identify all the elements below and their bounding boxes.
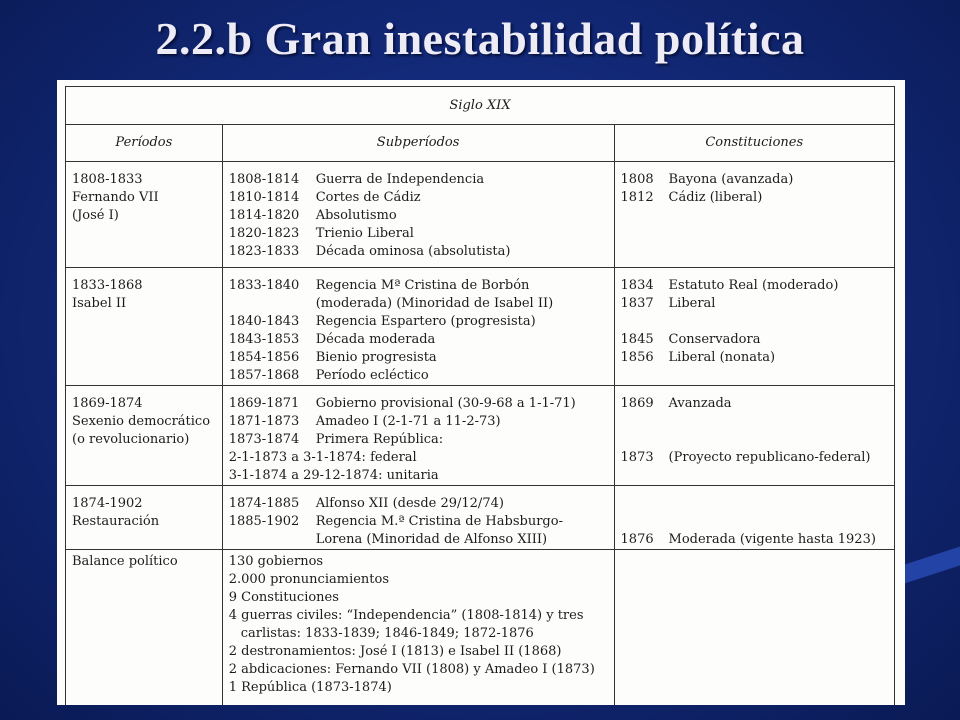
balance-line: carlistas: 1833-1839; 1846-1849; 1872-1876 (240, 626, 534, 641)
balance-line: 130 gobiernos (228, 554, 324, 569)
subperiodo-line (229, 243, 608, 261)
balance-empty-cell (614, 550, 894, 706)
constitucion-line (621, 313, 888, 331)
subperiodo-text: Década ominosa (absolutista) (315, 244, 511, 259)
table-body (66, 162, 895, 706)
constitucion-text: Estatuto Real (moderado) (668, 278, 839, 293)
subperiodo-line (229, 277, 608, 295)
subperiodo-text: Lorena (Minoridad de Alfonso XIII) (315, 532, 548, 547)
balance-line: 1 República (1873-1874) (228, 680, 392, 695)
subperiodo-cell (222, 386, 614, 486)
constitucion-text: Liberal (nonata) (668, 350, 776, 365)
constitucion-lines (621, 386, 888, 467)
periodo-line: Restauración (72, 514, 160, 529)
table-row (66, 162, 895, 268)
constitucion-line (621, 531, 888, 549)
subperiodo-text: Trienio Liberal (315, 226, 414, 241)
subperiodo-years: 1814-1820 (228, 208, 300, 223)
balance-row (66, 550, 895, 706)
balance-line: 2 destronamientos: José I (1813) e Isabel II (1868) (228, 644, 562, 659)
balance-label: Balance político (72, 554, 178, 569)
subperiodo-years: 1869-1871 (228, 396, 300, 411)
subperiodo-line (229, 349, 608, 367)
table-row (66, 268, 895, 386)
balance-content-cell (222, 550, 614, 706)
subperiodo-text: Década moderada (315, 332, 436, 347)
subperiodo-years: 1874-1885 (228, 496, 300, 511)
constitucion-year: 1873 (620, 450, 654, 465)
table-row (66, 486, 895, 550)
constitucion-line (621, 413, 888, 431)
subperiodo-text: Primera República: (315, 432, 444, 447)
periodo-cell (66, 386, 223, 486)
subperiodo-text: Guerra de Independencia (315, 172, 485, 187)
subperiodo-line (229, 207, 608, 225)
periodo-line: Isabel II (72, 296, 127, 311)
subperiodo-line (229, 395, 608, 413)
constitucion-year: 1856 (620, 350, 654, 365)
balance-label-cell (66, 550, 223, 706)
balance-line: 2 abdicaciones: Fernando VII (1808) y Amadeo I (1873) (228, 662, 595, 677)
constitucion-text: Cádiz (liberal) (668, 190, 763, 205)
subperiodo-line (229, 413, 608, 431)
subperiodo-line (229, 331, 608, 349)
subperiodo-line (229, 513, 608, 531)
constitucion-cell (614, 486, 894, 550)
balance-line: 9 Constituciones (228, 590, 339, 605)
subperiodo-line (229, 431, 608, 449)
subperiodo-text: Regencia Espartero (progresista) (315, 314, 536, 329)
subperiodo-text: Alfonso XII (desde 29/12/74) (315, 496, 504, 511)
periodo-lines (72, 268, 216, 313)
subperiodo-line (229, 449, 608, 467)
subperiodo-years: 1857-1868 (228, 368, 300, 383)
constitucion-year: 1812 (620, 190, 654, 205)
subperiodo-years: 1810-1814 (228, 190, 300, 205)
subperiodo-line (229, 171, 608, 189)
periodo-lines (72, 162, 216, 225)
subperiodo-text: 2-1-1873 a 3-1-1874: federal (228, 450, 417, 465)
constitucion-year: 1845 (620, 332, 654, 347)
periodo-cell (66, 162, 223, 268)
constitucion-lines (621, 162, 888, 207)
subperiodo-years: 1833-1840 (228, 278, 300, 293)
constitucion-line (621, 189, 888, 207)
constitucion-lines (621, 486, 888, 549)
periodo-cell (66, 486, 223, 550)
constitucion-year: 1808 (620, 172, 654, 187)
table-row (66, 386, 895, 486)
subperiodo-line (229, 367, 608, 385)
periodo-line: 1869-1874 (72, 396, 143, 411)
subperiodo-years: 1843-1853 (228, 332, 300, 347)
constitucion-text: Moderada (vigente hasta 1923) (668, 532, 876, 547)
constitucion-lines (621, 268, 888, 367)
periodo-lines (72, 386, 216, 449)
subperiodo-lines (229, 386, 608, 485)
periodo-line: (o revolucionario) (72, 432, 190, 447)
constitucion-year: 1869 (620, 396, 654, 411)
constitucion-text: (Proyecto republicano-federal) (668, 450, 871, 465)
constitucion-line (621, 295, 888, 313)
constitucion-cell (614, 268, 894, 386)
constitucion-line (621, 331, 888, 349)
periodo-line: Fernando VII (72, 190, 159, 205)
subperiodo-text: Absolutismo (315, 208, 397, 223)
constitucion-text: Conservadora (668, 332, 761, 347)
subperiodo-text: Regencia M.ª Cristina de Habsburgo- (315, 514, 563, 529)
subperiodo-years: 1823-1833 (228, 244, 300, 259)
subperiodo-text: Regencia Mª Cristina de Borbón (315, 278, 530, 293)
constitucion-year: 1834 (620, 278, 654, 293)
table-caption: Siglo XIX (66, 87, 895, 125)
periodo-line: 1833-1868 (72, 278, 143, 293)
constitucion-year: 1837 (620, 296, 654, 311)
subperiodo-text: Amadeo I (2-1-71 a 11-2-73) (315, 414, 501, 429)
subperiodo-line (229, 225, 608, 243)
subperiodo-years: 1885-1902 (228, 514, 300, 529)
subperiodo-years: 1820-1823 (228, 226, 300, 241)
constitucion-cell (614, 162, 894, 268)
constitucion-year: 1876 (620, 532, 654, 547)
constitucion-line (621, 395, 888, 413)
periodo-line: Sexenio democrático (72, 414, 211, 429)
periodo-cell (66, 268, 223, 386)
subperiodo-cell (222, 268, 614, 386)
periodo-lines (72, 486, 216, 531)
subperiodo-years: 1871-1873 (228, 414, 300, 429)
subperiodo-text: 3-1-1874 a 29-12-1874: unitaria (228, 468, 439, 483)
subperiodo-lines (229, 268, 608, 385)
subperiodo-line (229, 295, 608, 313)
subperiodo-lines (229, 162, 608, 261)
constitucion-line (621, 513, 888, 531)
periodo-line: (José I) (72, 208, 119, 223)
subperiodo-years: 1840-1843 (228, 314, 300, 329)
subperiodo-years: 1808-1814 (228, 172, 300, 187)
constitucion-line (621, 171, 888, 189)
history-table (65, 86, 895, 705)
balance-lines (229, 550, 608, 705)
constitucion-line (621, 449, 888, 467)
subperiodo-years: 1854-1856 (228, 350, 300, 365)
subperiodo-text: Gobierno provisional (30-9-68 a 1-1-71) (315, 396, 576, 411)
periodo-line: 1874-1902 (72, 496, 143, 511)
balance-line: 4 guerras civiles: “Independencia” (1808-1814) y tres (228, 608, 584, 623)
constitucion-line (621, 277, 888, 295)
constitucion-line (621, 495, 888, 513)
subperiodo-lines (229, 486, 608, 549)
scanned-table-page (57, 80, 905, 705)
constitucion-text: Liberal (668, 296, 716, 311)
balance-line: 2.000 pronunciamientos (228, 572, 390, 587)
balance-label-wrap (72, 550, 216, 571)
subperiodo-text: Bienio progresista (315, 350, 437, 365)
subperiodo-line (229, 531, 608, 549)
subperiodo-cell (222, 162, 614, 268)
subperiodo-cell (222, 486, 614, 550)
subperiodo-text: (moderada) (Minoridad de Isabel II) (315, 296, 554, 311)
header-periodos: Períodos (66, 125, 223, 162)
header-constituciones: Constituciones (614, 125, 894, 162)
subperiodo-text: Período ecléctico (315, 368, 429, 383)
subperiodo-line (229, 495, 608, 513)
subperiodo-line (229, 189, 608, 207)
subperiodo-years: 1873-1874 (228, 432, 300, 447)
constitucion-text: Avanzada (668, 396, 732, 411)
constitucion-text: Bayona (avanzada) (668, 172, 794, 187)
header-subperiodos: Subperíodos (222, 125, 614, 162)
subperiodo-text: Cortes de Cádiz (315, 190, 421, 205)
subperiodo-line (229, 467, 608, 485)
constitucion-cell (614, 386, 894, 486)
constitucion-line (621, 431, 888, 449)
subperiodo-line (229, 313, 608, 331)
slide-title: 2.2.b Gran inestabilidad política (155, 13, 805, 64)
constitucion-line (621, 349, 888, 367)
periodo-line: 1808-1833 (72, 172, 143, 187)
